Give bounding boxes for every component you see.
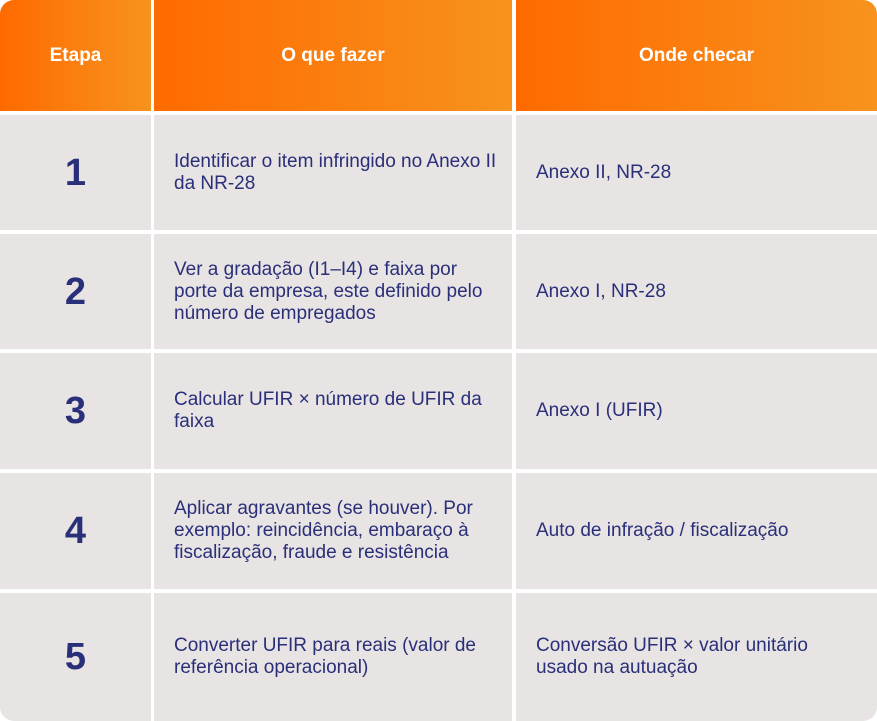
row-3-where: Anexo I (UFIR)	[516, 353, 877, 469]
row-5-where: Conversão UFIR × valor unitário usado na autuação	[516, 593, 877, 721]
row-2-step: 2	[0, 234, 151, 349]
row-4-where: Auto de infração / fiscalização	[516, 473, 877, 589]
row-1-step: 1	[0, 115, 151, 230]
row-5-step: 5	[0, 593, 151, 721]
row-2-where: Anexo I, NR-28	[516, 234, 877, 349]
header-onde-checar: Onde checar	[516, 0, 877, 111]
row-4-what: Aplicar agravantes (se houver). Por exemplo: reincidência, embaraço à fiscalização, fraude e resistência	[154, 473, 512, 589]
row-1-what: Identificar o item infringido no Anexo II da NR-28	[154, 115, 512, 230]
row-3-what: Calcular UFIR × número de UFIR da faixa	[154, 353, 512, 469]
row-3-step: 3	[0, 353, 151, 469]
row-5-what: Converter UFIR para reais (valor de referência operacional)	[154, 593, 512, 721]
row-1-where: Anexo II, NR-28	[516, 115, 877, 230]
row-4-step: 4	[0, 473, 151, 589]
header-etapa: Etapa	[0, 0, 151, 111]
header-o-que-fazer: O que fazer	[154, 0, 512, 111]
row-2-what: Ver a gradação (I1–I4) e faixa por porte da empresa, este definido pelo número de empregados	[154, 234, 512, 349]
